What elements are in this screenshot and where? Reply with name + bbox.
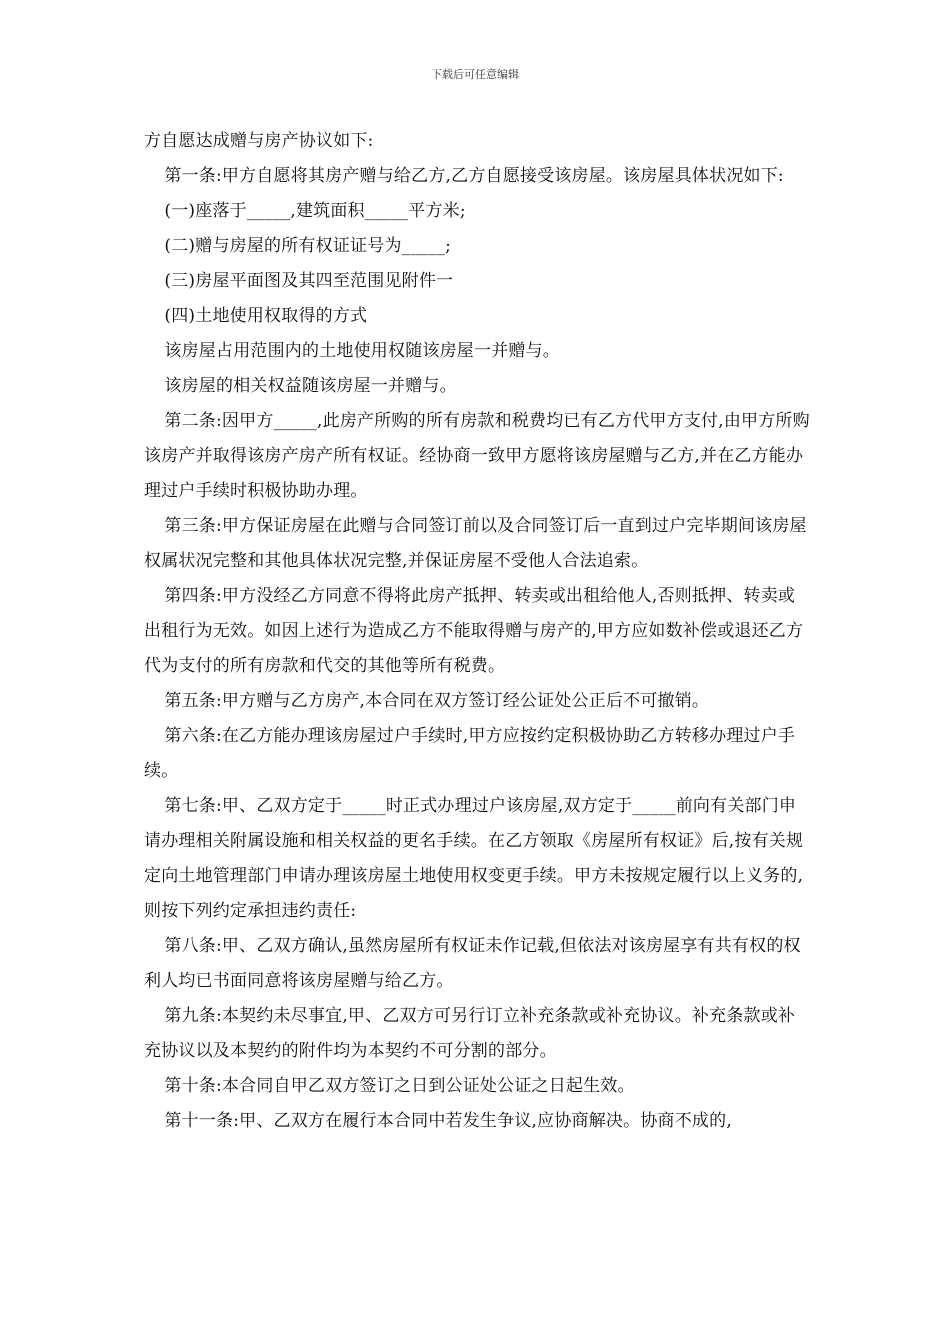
paragraph-p10: 第四条:甲方没经乙方同意不得将此房产抵押、转卖或出租给他人,否则抵押、转卖或出租行为无效。如因上述行为造成乙方不能取得赠与房产的,甲方应如数补偿或退还乙方代为支付的所有房款和代交的其他等所有税费。: [144, 586, 804, 676]
paragraph-p12: 第六条:在乙方能办理该房屋过户手续时,甲方应按约定积极协助乙方转移办理过户手续。: [144, 726, 796, 781]
paragraph-p17: 第十一条:甲、乙双方在履行本合同中若发生争议,应协商解决。协商不成的,: [164, 1111, 732, 1131]
paragraph-p14: 第八条:甲、乙双方确认,虽然房屋所有权证未作记载,但依法对该房屋享有共有权的权利人均已书面同意将该房屋赠与给乙方。: [144, 936, 801, 991]
paragraph-p11: 第五条:甲方赠与乙方房产,本合同在双方签订经公证处公正后不可撤销。: [164, 691, 710, 711]
paragraph-p0: 方自愿达成赠与房产协议如下:: [144, 131, 374, 151]
document-body: [144, 124, 812, 1139]
paragraph-p13: 第七条:甲、乙双方定于_____时正式办理过户该房屋,双方定于_____前向有关部门申请办理相关附属设施和相关权益的更名手续。在乙方领取《房屋所有权证》后,按有关规定向土地管理部门申请办理该房屋土地使用权变更手续。甲方未按规定履行以上义务的,则按下列约定承担违约责任:: [144, 796, 804, 921]
paragraph-p5: (四)土地使用权取得的方式: [164, 306, 368, 326]
paragraph-p1: 第一条:甲方自愿将其房产赠与给乙方,乙方自愿接受该房屋。该房屋具体状况如下:: [164, 166, 784, 186]
paragraph-p3: (二)赠与房屋的所有权证证号为_____;: [164, 236, 452, 256]
paragraph-p15: 第九条:本契约未尽事宜,甲、乙双方可另行订立补充条款或补充协议。补充条款或补充协议以及本契约的附件均为本契约不可分割的部分。: [144, 1006, 796, 1061]
paragraph-p7: 该房屋的相关权益随该房屋一并赠与。: [164, 376, 457, 396]
paragraph-p8: 第二条:因甲方_____,此房产所购的所有房款和税费均已有乙方代甲方支付,由甲方所购该房产并取得该房产房产所有权证。经协商一致甲方愿将该房屋赠与乙方,并在乙方能办理过户手续时积极协助办理。: [144, 411, 810, 501]
paragraph-p4: (三)房屋平面图及其四至范围见附件一: [164, 271, 454, 291]
paragraph-p6: 该房屋占用范围内的土地使用权随该房屋一并赠与。: [164, 341, 560, 361]
paragraph-p16: 第十条:本合同自甲乙双方签订之日到公证处公证之日起生效。: [164, 1076, 635, 1096]
page-header: 下载后可任意编辑: [431, 68, 519, 81]
paragraph-p2: (一)座落于_____,建筑面积_____平方米;: [164, 201, 466, 221]
paragraph-p9: 第三条:甲方保证房屋在此赠与合同签订前以及合同签订后一直到过户完毕期间该房屋权属状况完整和其他具体状况完整,并保证房屋不受他人合法追索。: [144, 516, 807, 571]
